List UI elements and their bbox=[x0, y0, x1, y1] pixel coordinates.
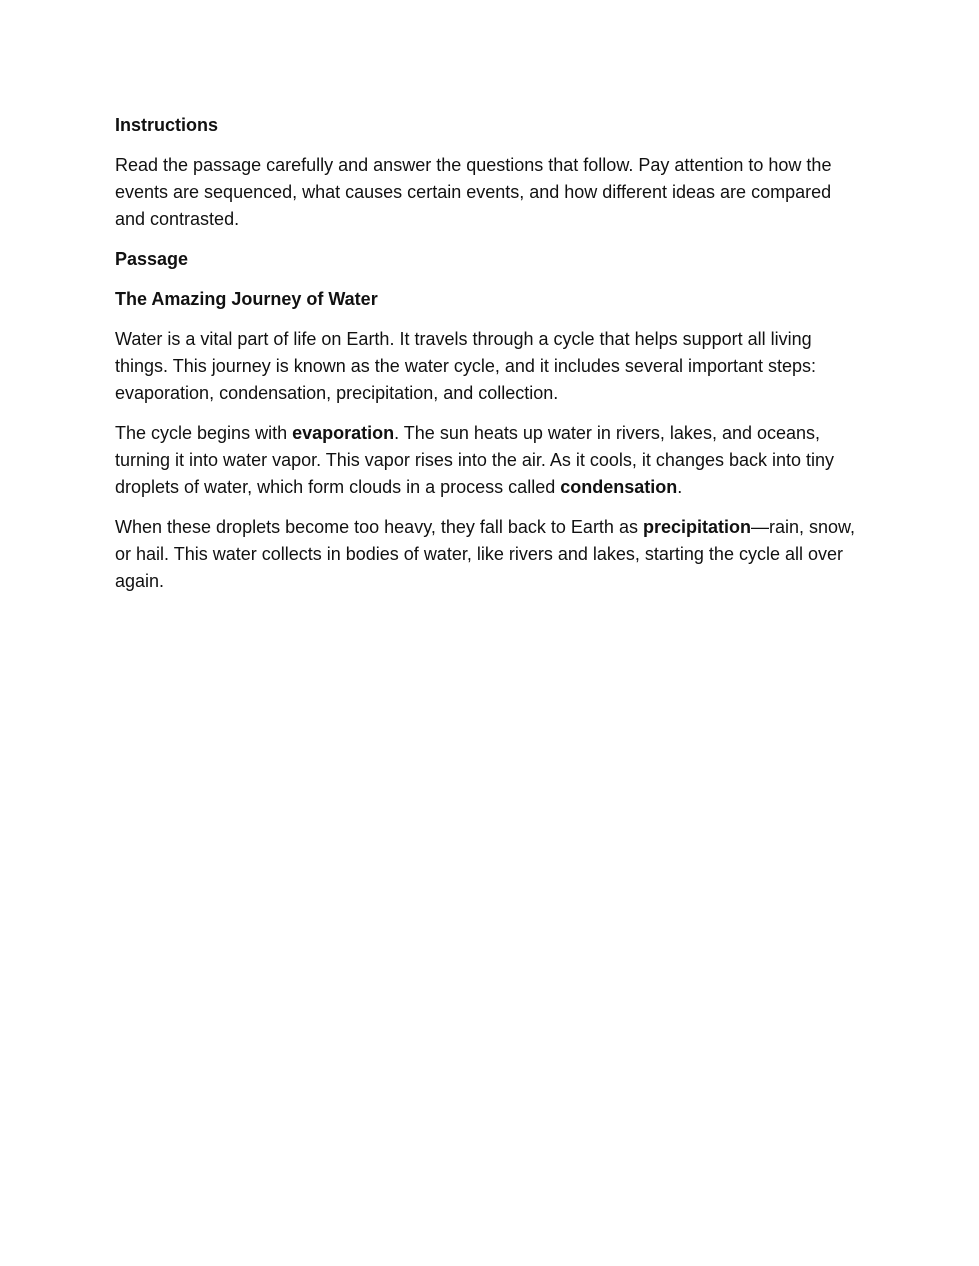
paragraph-2-text-c: . bbox=[677, 477, 683, 497]
passage-paragraph-3 bbox=[115, 514, 860, 595]
keyword-precipitation: precipitation bbox=[642, 517, 751, 537]
keyword-condensation: condensation bbox=[560, 477, 678, 497]
paragraph-2-text-b: . The sun heats up water in rivers, lakes, and oceans, turning it into water vapor. This vapor rises into the air. As it cools, it changes back into tiny droplets of water, which form clouds in a process called bbox=[115, 423, 835, 497]
passage-heading: Passage bbox=[115, 249, 189, 269]
passage-paragraph-1: Water is a vital part of life on Earth. It travels through a cycle that helps support all living things. This journey is known as the water cycle, and it includes several important steps: evaporation, condensation, precipitation, and collection. bbox=[115, 329, 817, 403]
paragraph-2-text-a: The cycle begins with bbox=[115, 423, 293, 443]
paragraph-3-text-b: —rain, snow, or hail. This water collects in bodies of water, like rivers and lakes, starting the cycle all over again. bbox=[115, 517, 856, 591]
instructions-text: Read the passage carefully and answer the questions that follow. Pay attention to how the events are sequenced, what causes certain events, and how different ideas are compared and contrasted. bbox=[115, 155, 832, 229]
passage-paragraph-2 bbox=[115, 420, 860, 501]
keyword-evaporation: evaporation bbox=[292, 423, 395, 443]
document-page bbox=[115, 112, 860, 608]
paragraph-3-text-a: When these droplets become too heavy, they fall back to Earth as bbox=[115, 517, 643, 537]
passage-title: The Amazing Journey of Water bbox=[115, 289, 378, 309]
instructions-heading: Instructions bbox=[115, 115, 219, 135]
